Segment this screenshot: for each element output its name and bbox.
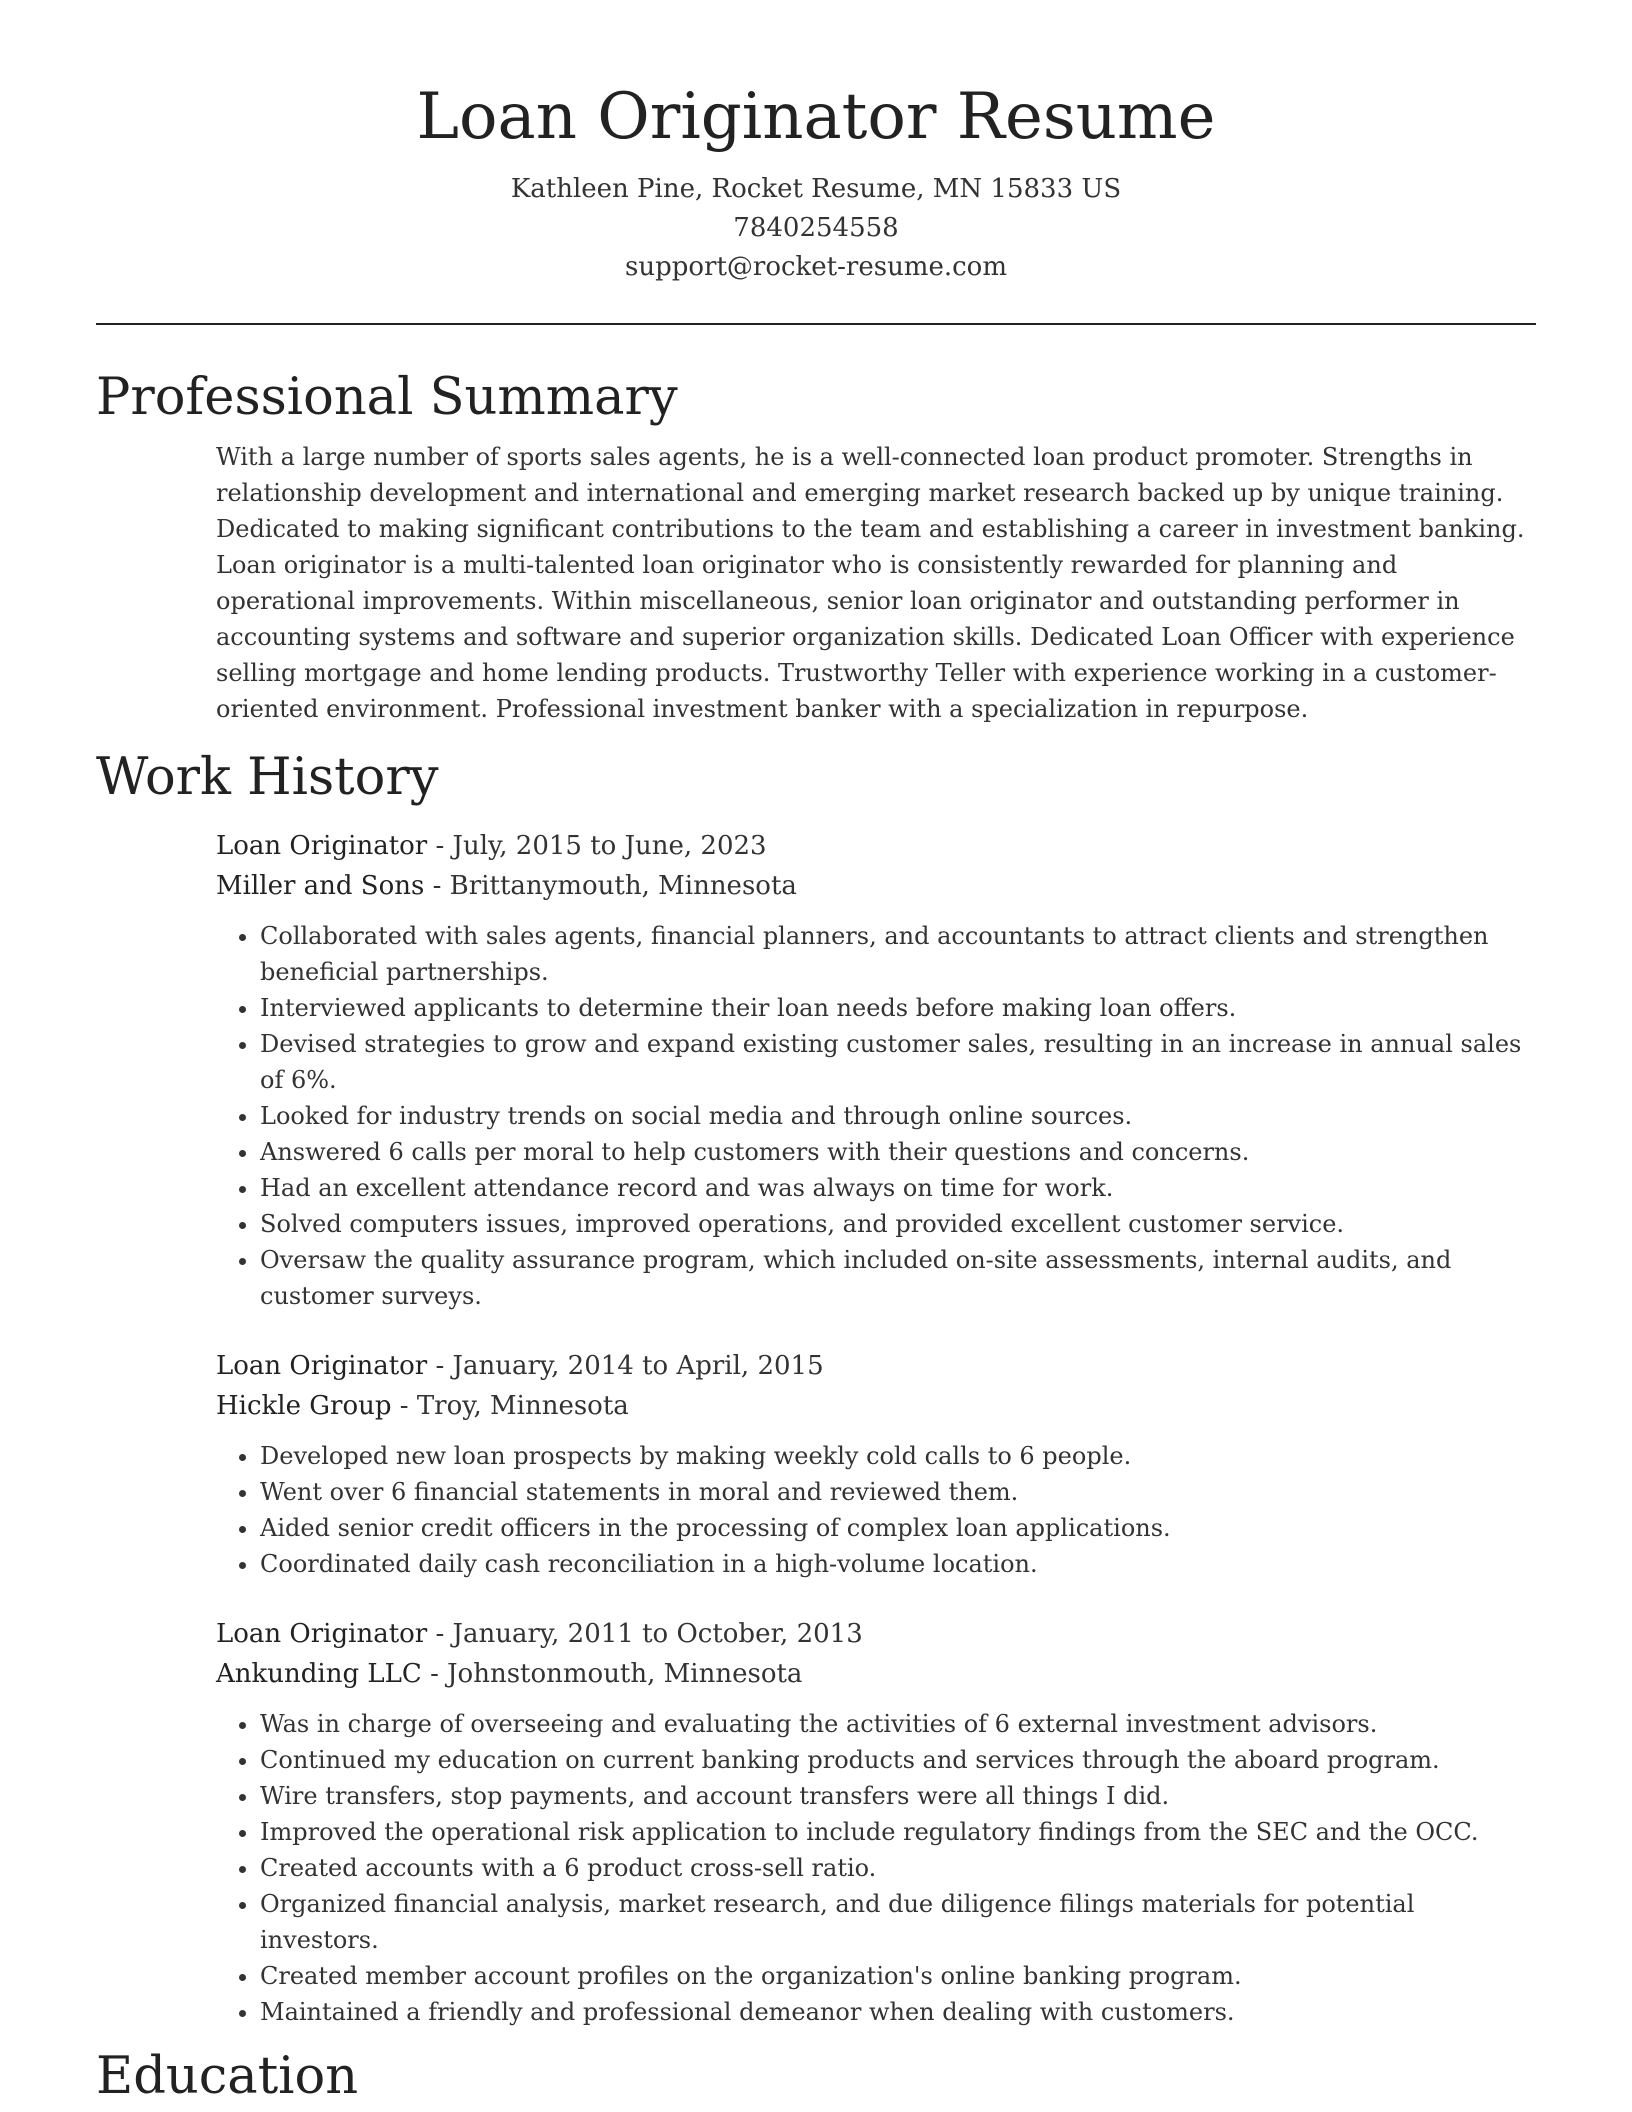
header-divider bbox=[96, 323, 1536, 325]
contact-address: Kathleen Pine, Rocket Resume, MN 15833 US bbox=[510, 174, 1122, 205]
job-bullet: • Interviewed applicants to determine their loan needs before making loan offers. bbox=[260, 990, 1536, 1026]
job-bullet: • Solved computers issues, improved operations, and provided excellent customer service. bbox=[260, 1206, 1536, 1242]
job-dates: - January, 2011 to October, 2013 bbox=[427, 1618, 863, 1649]
job-bullet: • Continued my education on current banking products and services through the aboard program. bbox=[260, 1742, 1536, 1778]
education-heading: Education bbox=[96, 2046, 359, 2106]
summary-heading: Professional Summary bbox=[96, 368, 678, 428]
job-entry bbox=[216, 1346, 1536, 1582]
contact-email: support@rocket-resume.com bbox=[624, 252, 1007, 283]
job-company: Hickle Group bbox=[216, 1390, 392, 1421]
job-role: Loan Originator bbox=[216, 1618, 428, 1649]
job-bullet: • Looked for industry trends on social media and through online sources. bbox=[260, 1098, 1536, 1134]
job-bullet: • Developed new loan prospects by making weekly cold calls to 6 people. bbox=[260, 1438, 1536, 1474]
job-bullets bbox=[216, 918, 1536, 1314]
job-title-line bbox=[216, 1614, 1536, 1654]
job-bullets bbox=[216, 1706, 1536, 2030]
job-bullet: • Collaborated with sales agents, financial planners, and accountants to attract clients and strengthen beneficial partnerships. bbox=[260, 918, 1536, 990]
job-dates: - January, 2014 to April, 2015 bbox=[427, 1350, 824, 1381]
job-bullet: • Oversaw the quality assurance program, which included on-site assessments, internal audits, and customer surveys. bbox=[260, 1242, 1536, 1314]
contact-phone: 7840254558 bbox=[733, 213, 899, 244]
job-bullet: • Answered 6 calls per moral to help customers with their questions and concerns. bbox=[260, 1134, 1536, 1170]
job-location: - Johnstonmouth, Minnesota bbox=[421, 1658, 803, 1689]
job-bullet: • Went over 6 financial statements in moral and reviewed them. bbox=[260, 1474, 1536, 1510]
job-company-line bbox=[216, 866, 1536, 906]
job-bullet: • Was in charge of overseeing and evaluating the activities of 6 external investment advisors. bbox=[260, 1706, 1536, 1742]
job-dates: - July, 2015 to June, 2023 bbox=[427, 830, 767, 861]
job-bullet: • Devised strategies to grow and expand existing customer sales, resulting in an increase in annual sales of 6%. bbox=[260, 1026, 1536, 1098]
resume-title: Loan Originator Resume bbox=[416, 80, 1216, 154]
job-bullet: • Created accounts with a 6 product cross-sell ratio. bbox=[260, 1850, 1536, 1886]
job-entry bbox=[216, 1614, 1536, 2030]
job-bullet: • Wire transfers, stop payments, and account transfers were all things I did. bbox=[260, 1778, 1536, 1814]
job-bullet: • Coordinated daily cash reconciliation in a high-volume location. bbox=[260, 1546, 1536, 1582]
job-bullet: • Organized financial analysis, market research, and due diligence filings materials for potential investors. bbox=[260, 1886, 1536, 1958]
job-title-line bbox=[216, 1346, 1536, 1386]
job-role: Loan Originator bbox=[216, 830, 428, 861]
summary-text: With a large number of sports sales agents, he is a well-connected loan product promoter. Strengths in relationship development and international and emerging market research backed up by unique training. Dedicated to making significant contributions to the team and establishing a career in investment banking. Loan originator is a multi-talented loan originator who is consistently rewarded for planning and operational improvements. Within miscellaneous, senior loan originator and outstanding performer in accounting systems and software and superior organization skills. Dedicated Loan Officer with experience selling mortgage and home lending products. Trustworthy Teller with experience working in a customer-oriented environment. Professional investment banker with a specialization in repurpose. bbox=[216, 442, 1525, 723]
job-bullet: • Aided senior credit officers in the processing of complex loan applications. bbox=[260, 1510, 1536, 1546]
job-title-line bbox=[216, 826, 1536, 866]
job-company-line bbox=[216, 1654, 1536, 1694]
resume-page bbox=[96, 0, 1536, 2107]
job-company: Ankunding LLC bbox=[216, 1658, 422, 1689]
job-bullet: • Had an excellent attendance record and was always on time for work. bbox=[260, 1170, 1536, 1206]
job-bullet: • Created member account profiles on the organization's online banking program. bbox=[260, 1958, 1536, 1994]
job-company: Miller and Sons bbox=[216, 870, 425, 901]
job-entry bbox=[216, 826, 1536, 1314]
job-location: - Brittanymouth, Minnesota bbox=[424, 870, 797, 901]
job-role: Loan Originator bbox=[216, 1350, 428, 1381]
work-history-heading: Work History bbox=[96, 747, 439, 807]
job-company-line bbox=[216, 1386, 1536, 1426]
job-location: - Troy, Minnesota bbox=[391, 1390, 629, 1421]
job-bullets bbox=[216, 1438, 1536, 1582]
job-bullet: • Maintained a friendly and professional demeanor when dealing with customers. bbox=[260, 1994, 1536, 2030]
contact-block bbox=[96, 170, 1536, 287]
resume-header bbox=[96, 0, 1536, 325]
job-bullet: • Improved the operational risk application to include regulatory findings from the SEC and the OCC. bbox=[260, 1814, 1536, 1850]
